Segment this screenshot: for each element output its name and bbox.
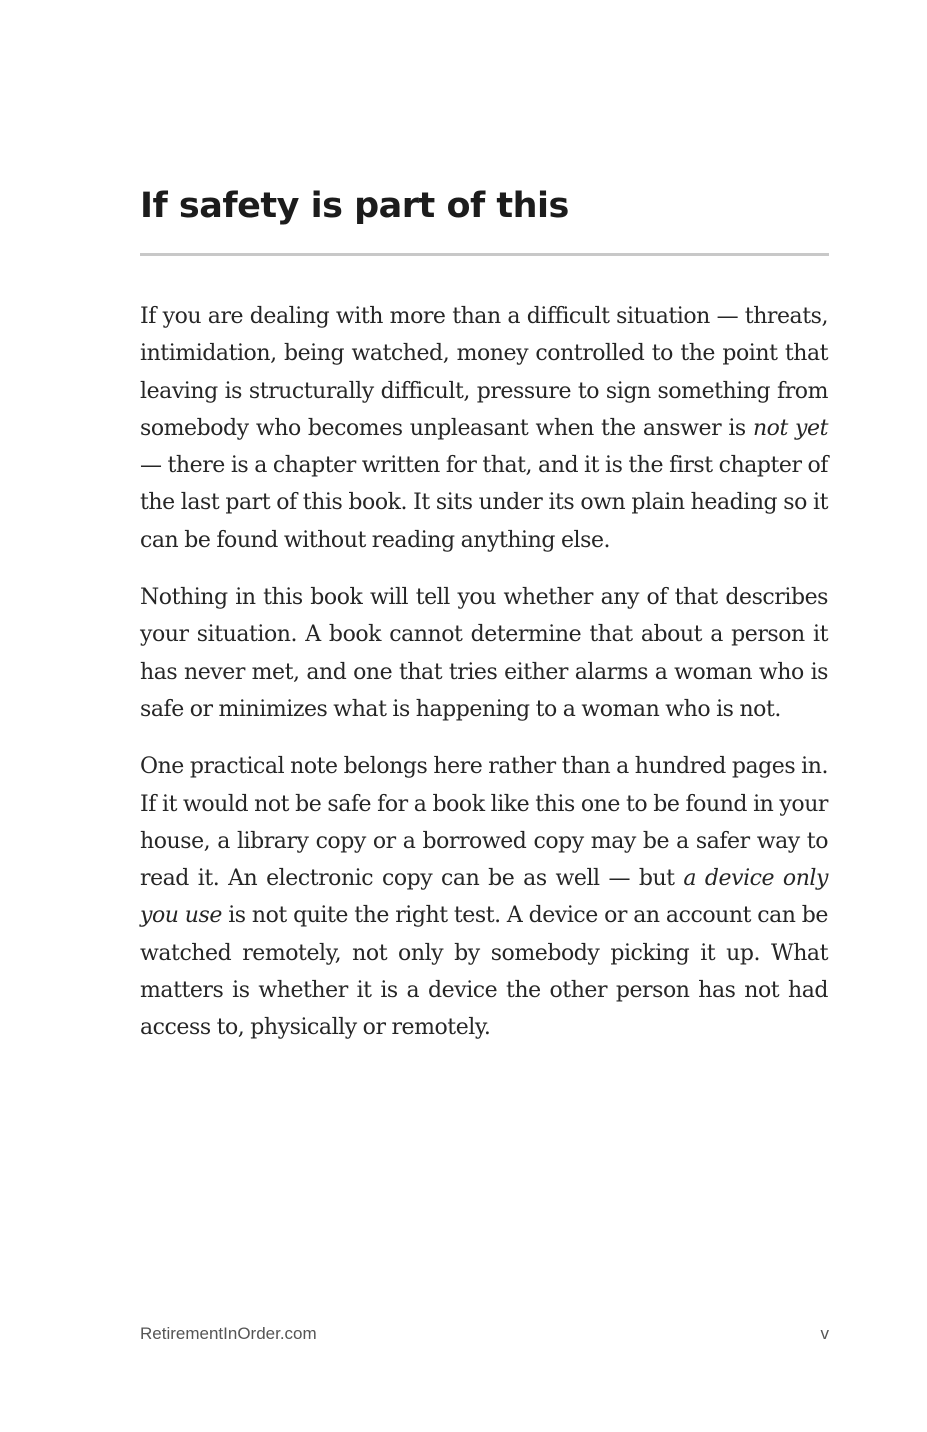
paragraph-1-text-2: — there is a chapter written for that, and it is the first chapter of the last part of this book. It sits under its own plain heading so it can be found without reading anything else. xyxy=(140,453,828,553)
paragraph-3-text-2: is not quite the right test. A device or an account can be watched remotely, not only by somebody picking it up. What matters is whether it is a device the other person has not had access to, physically or remotely. xyxy=(140,903,828,1041)
heading-divider xyxy=(140,253,829,256)
paragraph-3-text-1: One practical note belongs here rather than a hundred pages in. If it would not be safe for a book like this one to be found in your house, a library copy or a borrowed copy may be a safer way to read it. An electronic copy can be as well — but xyxy=(140,754,828,892)
paragraph-3-emphasis: a device only you use xyxy=(140,866,828,929)
paragraph-2 xyxy=(140,579,828,728)
footer-page-number: v xyxy=(820,1324,829,1343)
paragraph-3 xyxy=(140,748,828,1046)
body-text xyxy=(140,298,828,1067)
paragraph-1-text-1: If you are dealing with more than a difficult situation — threats, intimidation, being watched, money controlled to the point that leaving is structurally difficult, pressure to sign something from somebody who becomes unpleasant when the answer is xyxy=(140,304,828,441)
paragraph-1-emphasis: not yet xyxy=(752,415,828,441)
paragraph-2-text-1: Nothing in this book will tell you whether any of that describes your situation. A book cannot determine that about a person it has never met, and one that tries either alarms a woman who is safe or minimizes what is happening to a woman who is not. xyxy=(140,585,828,722)
chapter-heading: If safety is part of this xyxy=(140,186,569,226)
footer-site-name: RetirementInOrder.com xyxy=(140,1324,317,1343)
paragraph-1 xyxy=(140,298,828,559)
